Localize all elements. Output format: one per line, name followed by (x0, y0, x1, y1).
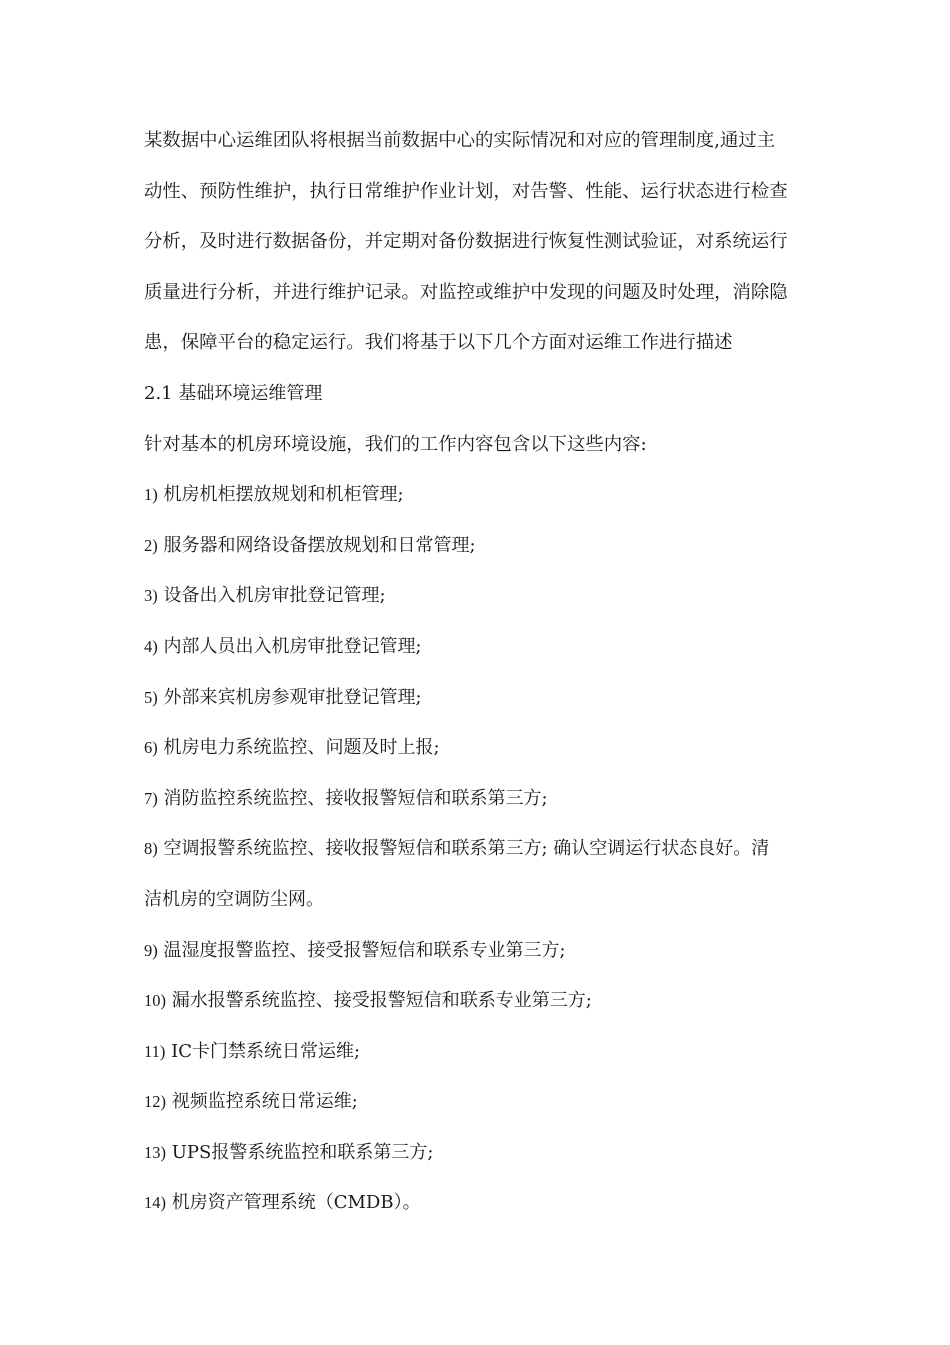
list-item (144, 774, 808, 825)
list-item-text: 内部人员出入机房审批登记管理; (157, 635, 422, 657)
list-item (144, 1077, 808, 1128)
list-item-text: 机房电力系统监控、问题及时上报; (157, 737, 440, 759)
list-item-number: 10) (144, 991, 166, 1011)
list-item-number: 2) (144, 535, 158, 555)
list-item (144, 1128, 808, 1179)
list-item (144, 824, 808, 875)
list-item-text: UPS报警系统监控和联系第三方; (166, 1141, 434, 1163)
list-item-number: 6) (144, 738, 158, 758)
list-item-number: 5) (144, 687, 158, 707)
list-item-text: 视频监控系统日常运维; (166, 1091, 358, 1113)
list-item (144, 723, 808, 774)
intro-line-3: 分析，及时进行数据备份，并定期对备份数据进行恢复性测试验证，对系统运行 (144, 231, 788, 253)
list-item-number: 8) (144, 839, 158, 859)
list-item-text: 空调报警系统监控、接收报警短信和联系第三方; 确认空调运行状态良好。清 (157, 838, 770, 860)
list-item (144, 1027, 808, 1078)
list-item-text: 服务器和网络设备摆放规划和日常管理; (157, 534, 476, 556)
list-item (144, 622, 808, 673)
list-item (144, 926, 808, 977)
section-lead: 针对基本的机房环境设施，我们的工作内容包含以下这些内容: (144, 433, 647, 455)
list-item-text: 温湿度报警监控、接受报警短信和联系专业第三方; (157, 939, 566, 961)
list-item (144, 1178, 808, 1229)
list-item-number: 13) (144, 1142, 166, 1162)
list-item (144, 470, 808, 521)
list-item-text: IC卡门禁系统日常运维; (165, 1040, 361, 1062)
document-body (144, 116, 808, 1229)
list-item-text: 机房机柜摆放规划和机柜管理; (157, 484, 404, 506)
list-item (144, 571, 808, 622)
list-item-number: 14) (144, 1193, 166, 1213)
intro-line-2: 动性、预防性维护，执行日常维护作业计划，对告警、性能、运行状态进行检查 (144, 180, 788, 202)
list-item-number: 7) (144, 788, 158, 808)
intro-line-1: 某数据中心运维团队将根据当前数据中心的实际情况和对应的管理制度,通过主 (144, 130, 776, 151)
list-item-text: 漏水报警系统监控、接受报警短信和联系专业第三方; (166, 990, 592, 1012)
list-item-number: 12) (144, 1092, 166, 1112)
intro-line-4: 质量进行分析，并进行维护记录。对监控或维护中发现的问题及时处理，消除隐 (144, 281, 788, 303)
list-item-number: 3) (144, 586, 158, 606)
intro-paragraph (144, 116, 808, 369)
list-item-text: 设备出入机房审批登记管理; (157, 585, 386, 607)
list-item-number: 1) (144, 485, 158, 505)
list-item-number: 4) (144, 636, 158, 656)
list-item (144, 673, 808, 724)
list-item-text: 外部来宾机房参观审批登记管理; (157, 686, 422, 708)
task-list (144, 470, 808, 1229)
list-item-text: 机房资产管理系统（CMDB）。 (166, 1192, 421, 1214)
section-heading: 2.1 基础环境运维管理 (144, 382, 323, 404)
intro-line-5: 患，保障平台的稳定运行。我们将基于以下几个方面对运维工作进行描述 (144, 332, 733, 354)
list-item-number: 11) (144, 1041, 166, 1061)
list-item-text: 消防监控系统监控、接收报警短信和联系第三方; (157, 787, 548, 809)
list-item (144, 976, 808, 1027)
list-item-continuation: 洁机房的空调防尘网。 (144, 888, 324, 910)
list-item-number: 9) (144, 940, 158, 960)
list-item (144, 521, 808, 572)
